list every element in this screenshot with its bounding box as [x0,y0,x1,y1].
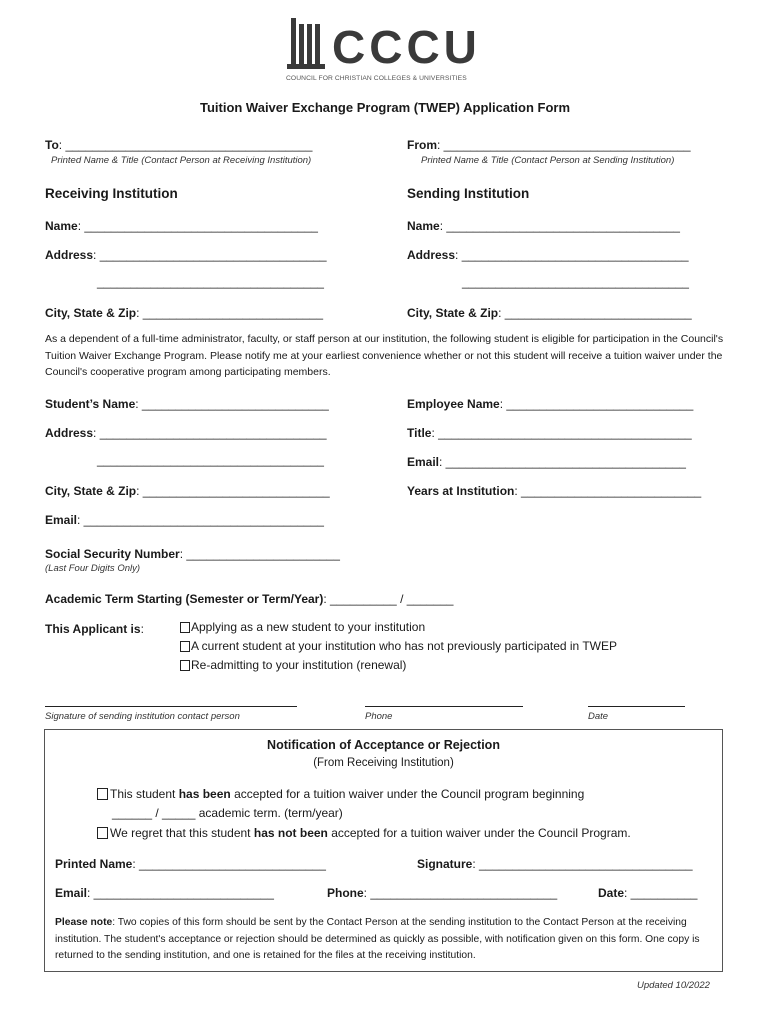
phone-line[interactable] [365,706,523,707]
notif-printed-name-field[interactable] [55,855,326,873]
checkbox[interactable] [180,660,190,671]
student-email-field[interactable] [45,511,324,529]
date-line[interactable] [588,706,685,707]
notif-phone-label: Phone [327,886,364,900]
intro-paragraph: As a dependent of a full-time administrator, faculty, or staff person at our institution, the following student is eligible for participation in the Council's Tuition Waiver Exchange Program. Please notify me at your earliest convenience whether or not this student will receive a tuition waiver under the Council's cooperative program among participating members. [45,333,724,378]
student-address-field[interactable] [45,424,327,442]
ssn-value: : _______________________ [179,547,340,561]
notif-email-value: : ___________________________ [87,886,274,900]
logo-wordmark: CCCU [332,21,481,73]
please-note-paragraph [55,915,715,965]
accept-option[interactable]: This student has been accepted for a tuition waiver under the Council program beginning [97,787,584,801]
checkbox[interactable] [97,788,108,800]
from-caption: Printed Name & Title (Contact Person at Sending Institution) [421,155,675,166]
sending-city-label: City, State & Zip [407,306,499,320]
employee-name-field[interactable] [407,395,693,413]
notification-title: Notification of Acceptance or Rejection [267,738,500,752]
ssn-label: Social Security Number [45,547,180,561]
signature-line[interactable] [45,706,297,707]
student-name-label: Student’s Name [45,397,136,411]
receiving-city-value: : ___________________________ [136,306,323,320]
notif-phone-field[interactable] [327,884,557,902]
employee-name-value: : ____________________________ [499,397,694,411]
employee-email-field[interactable] [407,453,686,471]
ssn-caption: (Last Four Digits Only) [45,563,141,574]
employee-email-label: Email [407,455,440,469]
applicant-option-readmit[interactable]: Re-admitting to your institution (renewal) [180,658,406,672]
student-name-value: : ____________________________ [135,397,329,411]
to-caption: Printed Name & Title (Contact Person at Receiving Institution) [51,155,312,166]
notif-email-field[interactable] [55,884,274,902]
student-address-value: : __________________________________ [93,426,327,440]
employee-title-field[interactable] [407,424,692,442]
from-label: From [407,138,437,152]
to-value: : _____________________________________ [58,138,313,152]
receiving-heading: Receiving Institution [45,186,178,201]
notif-signature-label: Signature [417,857,473,871]
sending-name-label: Name [407,219,440,233]
receiving-address-label: Address [45,248,94,262]
checkbox[interactable] [180,622,190,633]
signature-caption: Signature of sending institution contact person [45,711,240,722]
sending-address-value: : __________________________________ [455,248,689,262]
from-field[interactable] [407,136,691,154]
employee-title-label: Title [407,426,432,440]
please-note-label: Please note [55,917,113,928]
applicant-option-new[interactable]: Applying as a new student to your institution [180,620,425,634]
receiving-name-value: : ___________________________________ [77,219,318,233]
logo-tagline: COUNCIL FOR CHRISTIAN COLLEGES & UNIVERSITIES [286,75,467,82]
receiving-address-line2[interactable]: __________________________________ [97,275,324,289]
student-city-label: City, State & Zip [45,484,137,498]
sending-name-value: : ___________________________________ [439,219,680,233]
employee-years-label: Years at Institution [407,484,515,498]
receiving-city-field[interactable] [45,304,323,322]
receiving-city-label: City, State & Zip [45,306,137,320]
date-caption: Date [588,711,609,722]
notif-signature-value: : ________________________________ [472,857,693,871]
employee-title-value: : ______________________________________ [431,426,692,440]
sending-name-field[interactable] [407,217,680,235]
student-name-field[interactable] [45,395,329,413]
applicant-option-current[interactable]: A current student at your institution who has not previously participated in TWEP [180,639,617,653]
applicant-status-label [45,620,144,638]
receiving-name-field[interactable] [45,217,318,235]
sending-city-value: : ____________________________ [498,306,692,320]
notif-printed-name-value: : ____________________________ [132,857,326,871]
sending-heading: Sending Institution [407,186,530,201]
notif-date-label: Date [598,886,625,900]
employee-years-field[interactable] [407,482,701,500]
student-city-field[interactable] [45,482,330,500]
notif-date-field[interactable] [598,884,697,902]
updated-date: Updated 10/2022 [637,980,710,991]
applicant-colon: : [140,622,144,636]
accept-term-line[interactable]: ______ / _____ academic term. (term/year) [112,806,343,820]
reject-option[interactable]: We regret that this student has not been accepted for a tuition waiver under the Council Program. [97,826,631,840]
sending-address-line2[interactable]: __________________________________ [462,275,689,289]
academic-term-label: Academic Term Starting (Semester or Term/Year) [45,592,324,606]
notif-signature-field[interactable] [417,855,693,873]
receiving-name-label: Name [45,219,78,233]
receiving-address-value: : __________________________________ [93,248,327,262]
employee-email-value: : ____________________________________ [439,455,686,469]
to-label: To [45,138,59,152]
notif-date-value: : __________ [624,886,698,900]
checkbox[interactable] [97,827,108,839]
notif-phone-value: : ____________________________ [363,886,558,900]
sending-city-field[interactable] [407,304,692,322]
notification-subtitle: (From Receiving Institution) [313,757,454,769]
notif-printed-name-label: Printed Name [55,857,133,871]
pillars-icon [285,16,333,72]
employee-name-label: Employee Name [407,397,500,411]
employee-years-value: : ___________________________ [514,484,702,498]
notif-email-label: Email [55,886,88,900]
student-address-line2[interactable]: __________________________________ [97,453,324,467]
from-value: : _____________________________________ [437,138,691,152]
to-field[interactable] [45,136,312,154]
cccu-logo [285,14,490,90]
student-email-label: Email [45,513,78,527]
applicant-label: This Applicant is [45,622,141,636]
phone-caption: Phone [365,711,393,722]
ssn-field[interactable] [45,545,340,563]
form-title: Tuition Waiver Exchange Program (TWEP) Application Form [199,100,571,115]
student-city-value: : ____________________________ [136,484,330,498]
academic-term-field[interactable] [45,590,453,608]
sending-address-field[interactable] [407,246,689,264]
student-email-value: : ____________________________________ [77,513,324,527]
student-address-label: Address [45,426,94,440]
please-note-text: : Two copies of this form should be sent by the Contact Person at the sending institution to the Contact Person at the receiving institution. The student's acceptance or rejection should be determined as quickly as possible, with notification given on this form. One copy is returned to the sending institution, and one is retained for the files at the receiving institution. [55,917,700,961]
receiving-address-field[interactable] [45,246,327,264]
academic-term-value: : __________ / _______ [323,592,454,606]
sending-address-label: Address [407,248,456,262]
checkbox[interactable] [180,641,190,652]
